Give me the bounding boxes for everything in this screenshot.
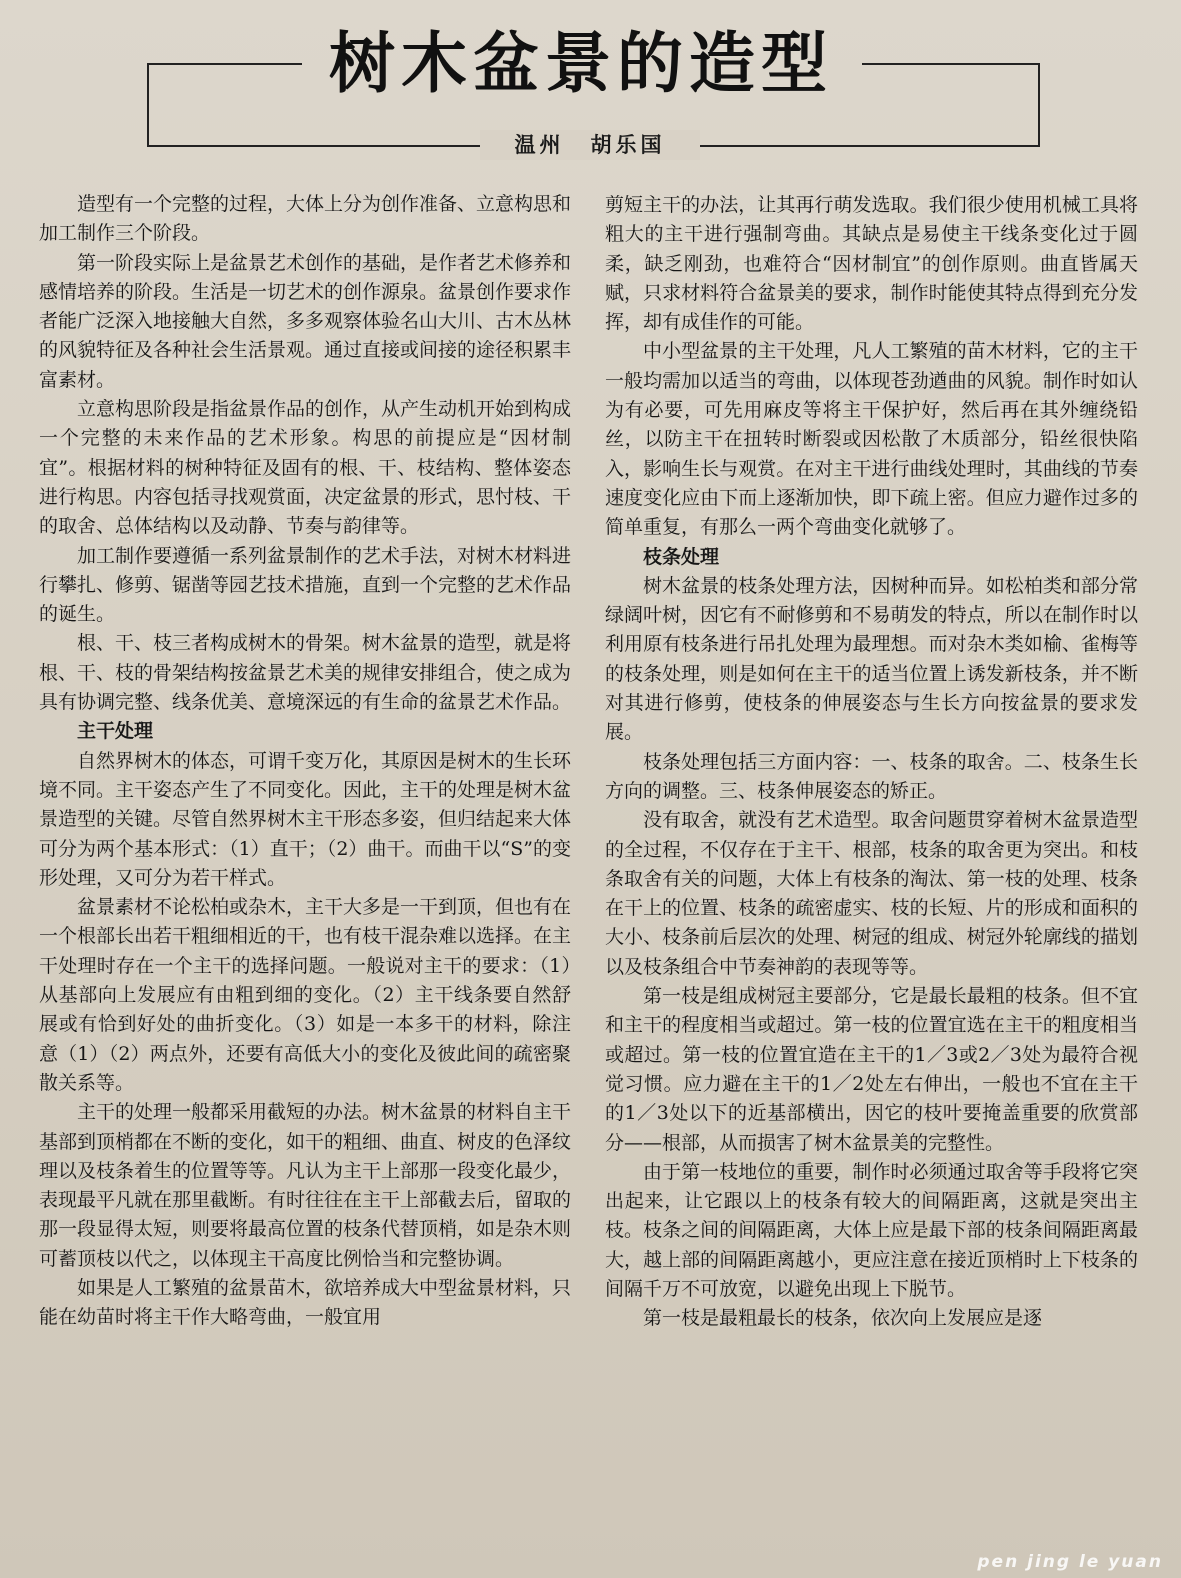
section-heading: 枝条处理 — [643, 545, 720, 568]
byline — [480, 130, 700, 160]
paragraph: 盆景素材不论松柏或杂木，主干大多是一干到顶，但也有在一个根部长出若干粗细相近的干，也有枝干混杂难以选择。在主干处理时存在一个主干的选择问题。一般说对主干的要求：（1）从基部向上发展应有由粗到细的变化。（2）主干线条要自然舒展或有恰到好处的曲折变化。（3）如是一本多干的材料，除注意（1）（2）两点外，还要有高低大小的变化及彼此间的疏密聚散关系等。 — [39, 896, 572, 1094]
paragraph: 如果是人工繁殖的盆景苗木，欲培养成大中型盆景材料，只能在幼苗时将主干作大略弯曲，一般宜用 — [39, 1276, 572, 1329]
watermark: pen jing le yuan — [977, 1552, 1163, 1572]
left-column — [39, 190, 571, 1333]
right-column — [605, 191, 1138, 1334]
paragraph: 没有取舍，就没有艺术造型。取舍问题贯穿着树木盆景造型的全过程，不仅存在于主干、根部，枝条的取舍更为突出。和枝条取舍有关的问题，大体上有枝条的淘汰、第一枝的处理、枝条在干上的位置、枝条的疏密虚实、枝的长短、片的形成和面积的大小、枝条前后层次的处理、树冠的组成、树冠外轮廓线的描划以及枝条组合中节奏神韵的表现等等。 — [605, 809, 1138, 978]
paragraph: 中小型盆景的主干处理，凡人工繁殖的苗木材料，它的主干一般均需加以适当的弯曲，以体现苍劲遒曲的风貌。制作时如认为有必要，可先用麻皮等将主干保护好，然后再在其外缠绕铅丝，以防主干在扭转时断裂或因松散了木质部分，铅丝很快陷入，影响生长与观赏。在对主干进行曲线处理时，其曲线的节奏速度变化应由下而上逐渐加快，即下疏上密。但应力避作过多的简单重复，有那么一两个弯曲变化就够了。 — [605, 340, 1138, 539]
paragraph: 立意构思阶段是指盆景作品的创作，从产生动机开始到构成一个完整的未来作品的艺术形象。构思的前提应是“因材制宜”。根据材料的树种特征及固有的根、干、枝结构、整体姿态进行构思。内容包括寻找观赏面，决定盆景的形式，思忖枝、干的取舍、总体结构以及动静、节奏与韵律等。 — [39, 398, 572, 538]
paragraph: 枝条处理包括三方面内容：一、枝条的取舍。二、枝条生长方向的调整。三、枝条伸展姿态的矫正。 — [605, 750, 1138, 802]
paragraph: 第一枝是组成树冠主要部分，它是最长最粗的枝条。但不宜和主干的程度相当或超过。第一枝的位置宜选在主干的粗度相当或超过。第一枝的位置宜造在主干的1／3或2／3处为最符合视觉习惯。应力避在主干的1／2处左右伸出，一般也不宜在主干的1／3处以下的近基部横出，因它的枝叶要掩盖重要的欣赏部分——根部，从而损害了树木盆景美的完整性。 — [605, 985, 1138, 1154]
paragraph: 主干的处理一般都采用截短的办法。树木盆景的材料自主干基部到顶梢都在不断的变化，如干的粗细、曲直、树皮的色泽纹理以及枝条着生的位置等等。凡认为主干上部那一段变化最少，表现最平凡就在那里截断。有时往往在主干上部截去后，留取的那一段显得太短，则要将最高位置的枝条代替顶梢，如是杂木则可蓄顶枝以代之，以体现主干高度比例恰当和完整协调。 — [39, 1101, 572, 1270]
paragraph: 由于第一枝地位的重要，制作时必须通过取舍等手段将它突出起来，让它跟以上的枝条有较大的间隔距离，这就是突出主枝。枝条之间的间隔距离，大体上应是最下部的枝条间隔距离最大，越上部的间隔距离越小，更应注意在接近顶梢时上下枝条的间隔千万不可放宽，以避免出现上下脱节。 — [605, 1160, 1138, 1300]
section-heading: 主干处理 — [77, 720, 154, 743]
author-location: 温州 — [514, 133, 565, 157]
paragraph: 第一枝是最粗最长的枝条，依次向上发展应是逐 — [643, 1307, 1043, 1330]
paragraph: 造型有一个完整的过程，大体上分为创作准备、立意构思和加工制作三个阶段。 — [39, 193, 572, 245]
paragraph: 自然界树木的体态，可谓千变万化，其原因是树木的生长环境不同。主干姿态产生了不同变化。因此，主干的处理是树木盆景造型的关键。尽管自然界树木主干形态多姿，但归结起来大体可分为两个基本形式：（1）直干；（2）曲干。而曲干以“S”的变形处理，又可分为若干样式。 — [39, 749, 572, 889]
paragraph-continued: 剪短主干的办法，让其再行萌发选取。我们很少使用机械工具将粗大的主干进行强制弯曲。其缺点是易使主干线条变化过于圆柔，缺乏刚劲，也难符合“因材制宜”的创作原则。曲直皆属天赋，只求材料符合盆景美的要求，制作时能使其特点得到充分发挥，却有成佳作的可能。 — [605, 194, 1138, 334]
article-title: 树木盆景的造型 — [329, 25, 833, 102]
paragraph: 树木盆景的枝条处理方法，因树种而异。如松柏类和部分常绿阔叶树，因它有不耐修剪和不易萌发的特点，所以在制作时以利用原有枝条进行吊扎处理为最理想。而对杂木类如榆、雀梅等的枝条处理，则是如何在主干的适当位置上诱发新枝条，并不断对其进行修剪，使枝条的伸展姿态与生长方向按盆景的要求发展。 — [605, 574, 1138, 744]
author-name: 胡乐国 — [590, 133, 666, 157]
paragraph: 根、干、枝三者构成树木的骨架。树木盆景的造型，就是将根、干、枝的骨架结构按盆景艺术美的规律安排组合，使之成为具有协调完整、线条优美、意境深远的有生命的盆景艺术作品。 — [39, 632, 572, 714]
paragraph: 加工制作要遵循一系列盆景制作的艺术手法，对树木材料进行攀扎、修剪、锯凿等园艺技术措施，直到一个完整的艺术作品的诞生。 — [39, 544, 572, 626]
paragraph: 第一阶段实际上是盆景艺术创作的基础，是作者艺术修养和感情培养的阶段。生活是一切艺术的创作源泉。盆景创作要求作者能广泛深入地接触大自然，多多观察体验名山大川、古木丛林的风貌特征及各种社会生活景观。通过直接或间接的途径积累丰富素材。 — [39, 251, 572, 391]
